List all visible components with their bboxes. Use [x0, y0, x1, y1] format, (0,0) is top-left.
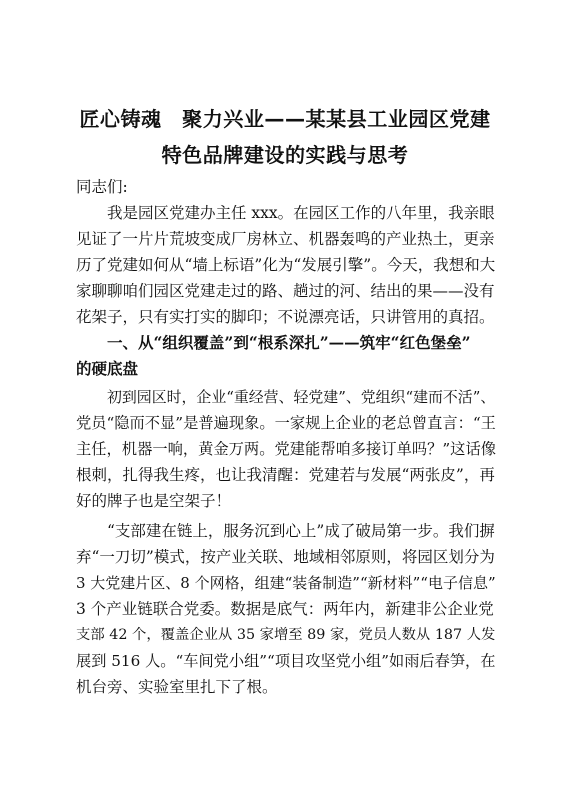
- paragraph-3-line-5: 支部 42 个，覆盖企业从 35 家增至 89 家，党员人数从 187 人发: [76, 627, 496, 643]
- paragraph-3-line-1: “支部建在链上，服务沉到心上”成了破局第一步。我们摒: [107, 522, 495, 540]
- paragraph-3-line-7: 机台旁、实验室里扎下了根。: [76, 678, 278, 696]
- paragraph-2-line-1: 初到园区时，企业“重经营、轻党建”、党组织“建而不活”、: [107, 388, 496, 406]
- paragraph-3-line-3: 3 大党建片区、8 个网格，组建“装备制造”“新材料”“电子信息”: [76, 574, 496, 592]
- paragraph-2-line-2: 党员“隐而不显”是普遍现象。一家规上企业的老总曾直言：“王: [76, 414, 496, 432]
- paragraph-2-line-4: 根刺，扎得我生疼，也让我清醒：党建若与发展“两张皮”，再: [76, 466, 495, 484]
- paragraph-1-line-5: 花架子，只有实打实的脚印；不说漂亮话，只讲管用的真招。: [76, 308, 495, 326]
- paragraph-2-line-5: 好的牌子也是空架子！: [76, 492, 232, 510]
- section-heading-1-line-2: 的硬底盘: [76, 359, 139, 378]
- paragraph-1-line-2: 见证了一片片荒坡变成厂房林立、机器轰鸣的产业热土，更亲: [76, 230, 495, 248]
- section-heading-1-line-1: 一、从“组织覆盖”到“根系深扎”——筑牢“红色堡垒”: [107, 333, 471, 352]
- document-title-line-1: 匠心铸魂 聚力兴业——某某县工业园区党建: [79, 107, 491, 131]
- paragraph-2-line-3: 主任，机器一响，黄金万两。党建能帮咱多接订单吗？”这话像: [76, 440, 496, 458]
- paragraph-3-line-2: 弃“一刀切”模式，按产业关联、地域相邻原则，将园区划分为: [76, 548, 495, 566]
- paragraph-3-line-6: 展到 516 人。“车间党小组”“项目攻坚党小组”如雨后春笋，在: [76, 652, 496, 670]
- paragraph-1-line-1: 我是园区党建办主任 xxx。在园区工作的八年里，我亲眼: [107, 204, 495, 222]
- paragraph-3-line-4: 3 个产业链联合党委。数据是底气：两年内，新建非公企业党: [76, 600, 494, 618]
- paragraph-1-line-3: 历了党建如何从“墙上标语”化为“发展引擎”。今天，我想和大: [76, 256, 496, 274]
- document-title-line-2: 特色品牌建设的实践与思考: [161, 143, 409, 167]
- paragraph-1-line-4: 家聊聊咱们园区党建走过的路、趟过的河、结出的果——没有: [76, 282, 495, 300]
- salutation: 同志们:: [76, 178, 128, 196]
